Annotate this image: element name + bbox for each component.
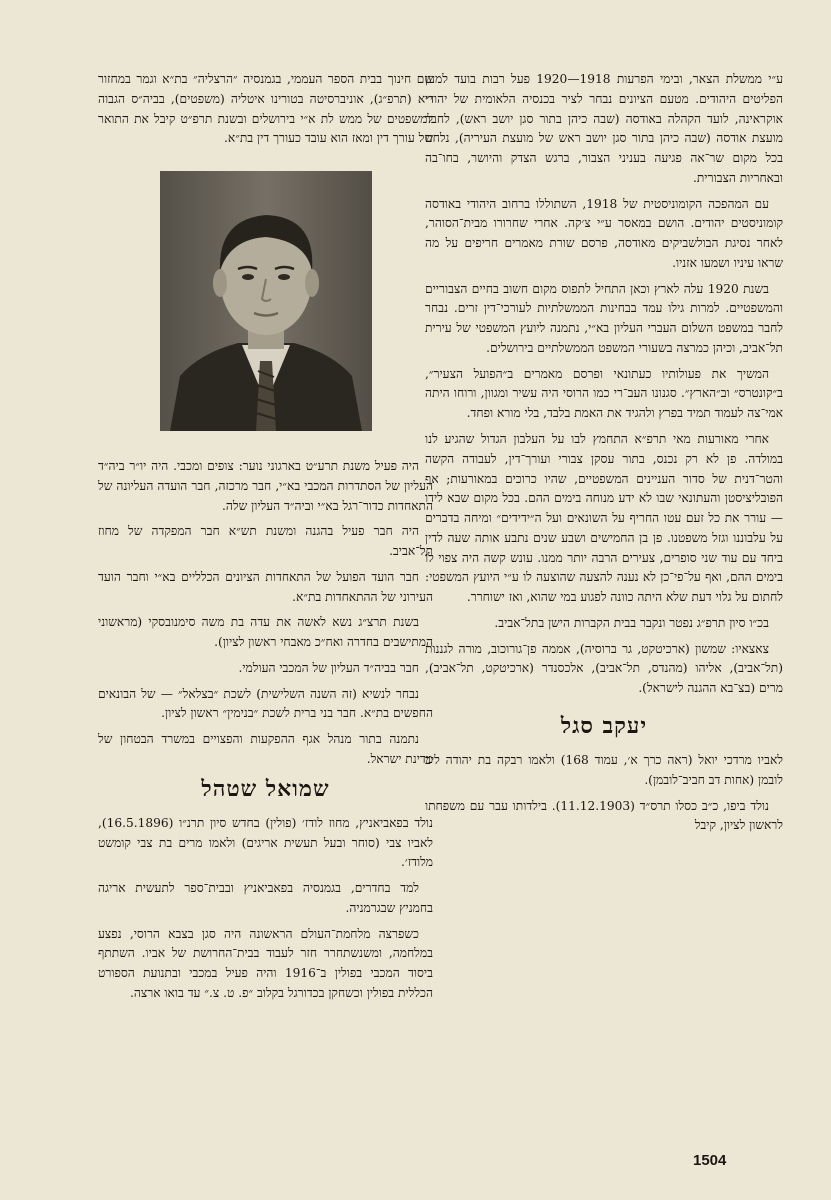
paragraph: המשיך את פעולותיו כעתונאי ופרסם מאמרים ב״הפועל הצעיר״, ב״קונטרס״ וב״הארץ״. סגנונו העב־רי כמו הרוסי היה עשיר ומגוון, ורוחו היתה אמי־צה לעמוד תמיד בפרץ ולהגיד את האמת בלבד, בלי מורא ופחד. [425, 366, 783, 421]
paragraph: חבר הועד הפועל של התאחדות הציונים הכלליים בא״י וחבר הועד העירוני של ההתאחדות בת״א. [98, 569, 433, 604]
paragraph: היה חבר פעיל בהגנה ומשנת תש״א חבר המפקדה של מחוז תל־אביב. [98, 524, 433, 559]
paragraph: נתמנה בתור מנהל אגף ההפקעות והפצויים במשרד הבטחון של מדינת ישראל. [98, 732, 433, 767]
paragraph: עם המהפכה הקומוניסטית של 1918, השתוללו ברחוב היהודי באודסה קומוניסטים יהודים. הושם במאסר ע״י צ׳קה. אחרי שחרורו מבית־הסוהר, לאחר נסיגת הבולשביקים מאודסה, פרסם שורת מאמרים חריפים על מה שראו עיניו ושמעו אזניו. [425, 196, 783, 270]
section-heading-yaakov-segal: יעקב סגל [560, 712, 648, 739]
page-number: 1504 [693, 1152, 727, 1169]
left-column [98, 70, 433, 1010]
right-column [425, 70, 783, 842]
paragraph: בכ״ו סיון תרפ״ג נפטר ונקבר בבית הקברות הישן בתל־אביב. [494, 615, 769, 630]
paragraph: נולד בפאביאניץ, מחוז לודז׳ (פולין) בחדש סיון תרנ״ו (16.5.1896), לאביו צבי (סוחר ובעל תעשית אריגים) ולאמו מרים בת צבי קומשט מלודז׳. [98, 815, 433, 870]
paragraph: ע״י ממשלת הצאר, ובימי הפרעות 1918—1920 פעל רבות בועד למען הפליטים היהודים. מטעם הציונים נבחר לציר בכנסיה הלאומית של יהודי אוקראינה, לועד הקהלה באודסה (שבה כיהן בתור סגן יושב ראש), לחבר מועצת אודסה (שבה כיהן בתור סגן יושב ראש של מועצת העיריה), נלחם בכל מקום שר־אה פגיעה בעניני הצבור, ברגש הצדק והיושר, בחו־בה ובאחריות הצבורית. [425, 72, 784, 185]
paragraph: נבחר לנשיא (זה השנה השלישית) לשכת ״בצלאל״ — של הבונאים החפשים בת״א. חבר בני ברית לשכת ״בנימין״ ראשון לציון. [98, 686, 433, 721]
portrait-photo [160, 171, 372, 431]
section-heading-shmuel-stahl: שמואל שטהל [201, 775, 330, 802]
paragraph: שם חינוך בבית הספר העממי, בגמנסיה ״הרצליה״ בת״א וגמר במחזור י״א (תרפ״ג), אוניברסיטה בטורינו איטליה (משפטים), בביה״ס הגבוה למשפטים של ממש לת א״י בירושלים ובשנת תרפ״ט קיבל את התואר של עורך דין ומאז הוא עובד כעורך דין בת״א. [98, 72, 433, 146]
paragraph: כשפרצה מלחמת־העולם הראשונה היה סגן בצבא הרוסי, נפצע במלחמה, ומשנשתחרר חזר לעבוד בבית־החרושת של אביו. השתתף ביסוד המכבי בפולין ב־1916 והיה פעיל במכבי ובתנועת הספורט הכללית בפולין וכשחקן בכדורגל בקלוב ״פ. ט. צ.״ עד בואו ארצה. [98, 926, 433, 1000]
paragraph: בשנת 1920 עלה לארץ וכאן התחיל לתפוס מקום חשוב בחיים הצבוריים והמשפטיים. למרות גילו עמד בבחינות הממשלתיות לעורכי־דין זרים. נבחר לחבר במשפט השלום העברי העליון בא״י, נתמנה ליועץ המשפטי של עירית תל־אביב, וכיהן כמרצה בשעורי המשפט הממשלתיים בירושלים. [425, 281, 783, 355]
paragraph: אחרי מאורעות מאי תרפ״א התחמץ לבו על העלבון הגדול שהגיע לנו במולדה. פן לא רק נכנס, בתור עסקן צבורי ועורך־דין, לעבודה הקשה והטר־דנית של סדור העניינים המשפטיים, שהיו כרוכים במאורעות; אף הפובליציסטן והעתונאי שבו לא ידע מנוחה בימים ההם. בכל מקום שבא לידו — עורר את כל זעם עטו החריף על השונאים ועל ה״ידידים״ ומיחה בדברים על עלבוננו וגזל משפטנו. פן בן החמישים ושבע שנים נתבע אותה שעה לדין ביחד עם עוד שני סופרים, צעירים הרבה יותר ממנו. עונש קשה היה צפוי לו בימים ההם, ואף על־פי־כן לא נענה להצעה שהוצעה לו ע״י היועץ המשפטי: לחתום על גלוי דעת שלא היתה כוונה לפגוע במי שהוא, ואז ישוחרר. [425, 432, 783, 605]
paragraph: צאצאיו: שמשון (ארכיטקט, גר ברוסיה), אממה פן־גורוכוב, מורה לגננות (תל־אביב), אליהו (מהנדס, תל־אביב), אלכסנדר (ארכיטקט, תל־אביב), מרים (בצ־בא ההגנה לישראל). [425, 641, 783, 696]
paragraph: בשנת תרצ״ג נשא לאשה את עדה בת משה סימנובסקי (מראשוני המתישבים בחדרה ואח״כ מאבחי ראשון לציון). [98, 615, 433, 650]
portrait-illustration [160, 171, 372, 431]
paragraph: היה פעיל משנת תרע״ט בארגוני נוער: צופים ומכבי. היה יו״ר ביה״ד העליון של הסתדרות המכבי בא״י, חבר מרכזה, חבר הועדה העליונה של התאחדות כדור־רגל בא״י וביה״ד העליון שלה. [98, 459, 433, 513]
paragraph: לאביו מרדכי יואל (ראה כרך א׳, עמוד 168) ולאמו רבקה בת יהודה ליב לובמן (אחות דב חביב־לובמן). [425, 752, 783, 787]
paragraph: למד בחדרים, בגמנסיה בפאביאניץ ובבית־ספר לתעשית אריגה בחמניץ שבגרמניה. [98, 881, 433, 915]
paragraph: נולד ביפו, כ״ב כסלו תרס״ד (11.12.1903). בילדותו עבר עם משפחתו לראשון לציון, קיבל [425, 798, 783, 833]
paragraph: חבר בביה״ד העליון של המכבי העולמי. [238, 660, 419, 675]
